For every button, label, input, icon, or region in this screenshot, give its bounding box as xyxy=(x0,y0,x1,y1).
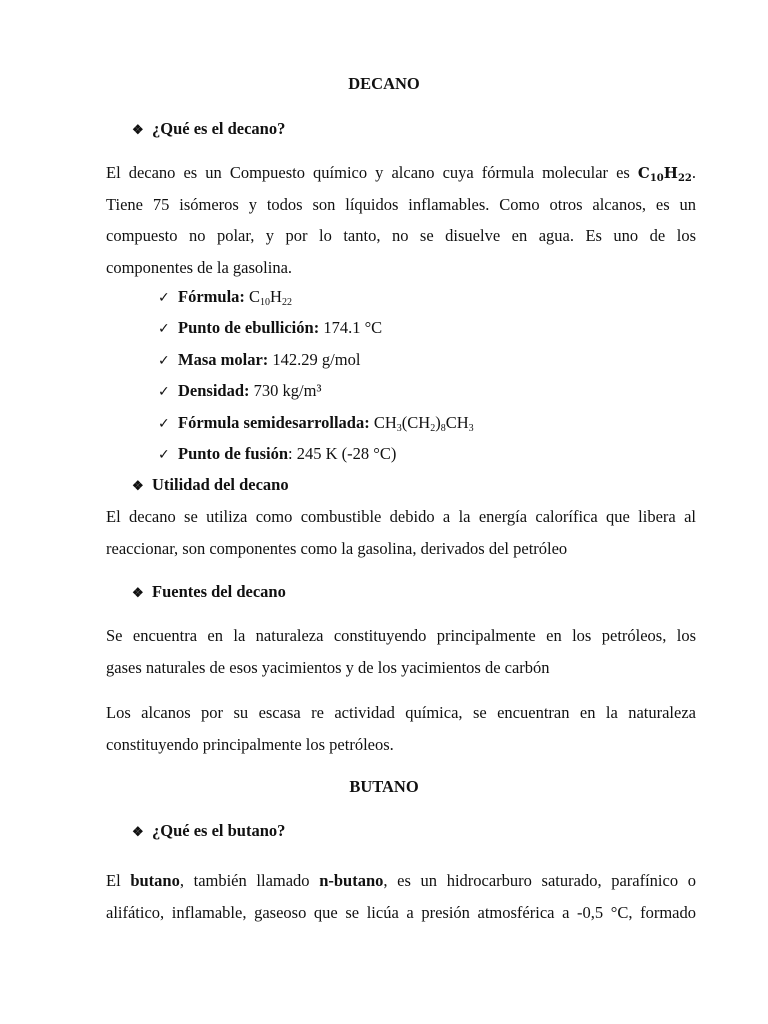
decano-intro-paragraph xyxy=(106,157,696,283)
paragraph-line: componentes de la gasolina. xyxy=(106,257,293,277)
paragraph-line: gases naturales de esos yacimientos y de los yacimientos de carbón xyxy=(106,657,550,677)
paragraph-line: Se encuentra en la naturaleza constituyendo principalmente en los petróleos, los xyxy=(106,626,696,645)
property-density: ✓ Densidad: 730 kg/m³ xyxy=(158,375,474,406)
paragraph-line: Los alcanos por su escasa re actividad química, se encuentran en la naturaleza xyxy=(106,703,696,722)
heading-text: ¿Qué es el decano? xyxy=(152,119,286,138)
butano-intro-paragraph xyxy=(106,865,696,928)
diamond-bullet-icon: ❖ xyxy=(132,824,144,839)
checkmark-icon: ✓ xyxy=(158,415,170,432)
heading-text: Utilidad del decano xyxy=(152,475,289,494)
butano-title: BUTANO xyxy=(349,777,419,796)
checkmark-icon: ✓ xyxy=(158,384,170,401)
property-formula: ✓ Fórmula: $C_{10}H_{22}$ xyxy=(158,281,474,312)
fuentes-heading xyxy=(132,582,286,602)
diamond-bullet-icon: ❖ xyxy=(132,478,144,493)
paragraph-line: compuesto no polar, y por lo tanto, no se disuelve en agua. Es uno de los xyxy=(106,226,696,245)
utilidad-paragraph xyxy=(106,501,696,564)
property-melting-point: ✓ Punto de fusión: 245 K (-28 °C) xyxy=(158,438,474,469)
paragraph-line: alifático, inflamable, gaseoso que se licúa a presión atmosférica a -0,5 °C, formado xyxy=(106,902,696,922)
paragraph-line: reaccionar, son componentes como la gasolina, derivados del petróleo xyxy=(106,538,568,558)
paragraph-line: Tiene 75 isómeros y todos son líquidos inflamables. Como otros alcanos, es un xyxy=(106,194,696,214)
decano-question-heading xyxy=(132,119,285,139)
paragraph-line: El decano se utiliza como combustible debido a la energía calorífica que libera al xyxy=(106,507,696,526)
checkmark-icon: ✓ xyxy=(158,290,170,306)
diamond-bullet-icon: ❖ xyxy=(132,585,144,600)
property-boiling-point: ✓ Punto de ebullición: 174.1 °C xyxy=(158,312,474,343)
decano-title: DECANO xyxy=(348,74,420,93)
utilidad-heading xyxy=(132,475,289,495)
properties-list xyxy=(158,281,474,469)
heading-text: Fuentes del decano xyxy=(152,582,286,601)
paragraph-line: constituyendo principalmente los petróleos. xyxy=(106,734,394,754)
paragraph-line: El butano, también llamado n-butano, es un hidrocarburo saturado, parafínico o xyxy=(106,871,696,890)
checkmark-icon: ✓ xyxy=(158,321,170,338)
heading-text: ¿Qué es el butano? xyxy=(152,821,286,840)
molecular-formula: $C_{10}H_{22}$ xyxy=(637,164,692,184)
paragraph-line: El decano es un Compuesto químico y alcano cuya fórmula molecular es $C_{10}H_{22}$. xyxy=(106,163,696,184)
fuentes-paragraph-1 xyxy=(106,620,696,683)
checkmark-icon: ✓ xyxy=(158,446,170,463)
checkmark-icon: ✓ xyxy=(158,352,170,369)
fuentes-paragraph-2 xyxy=(106,697,696,760)
diamond-bullet-icon: ❖ xyxy=(132,122,144,137)
property-molar-mass: ✓ Masa molar: 142.29 g/mol xyxy=(158,344,474,375)
property-semi-developed-formula: ✓ Fórmula semidesarrollada: $CH_3(CH_2)_8CH_3$ xyxy=(158,407,474,438)
butano-question-heading xyxy=(132,821,285,841)
